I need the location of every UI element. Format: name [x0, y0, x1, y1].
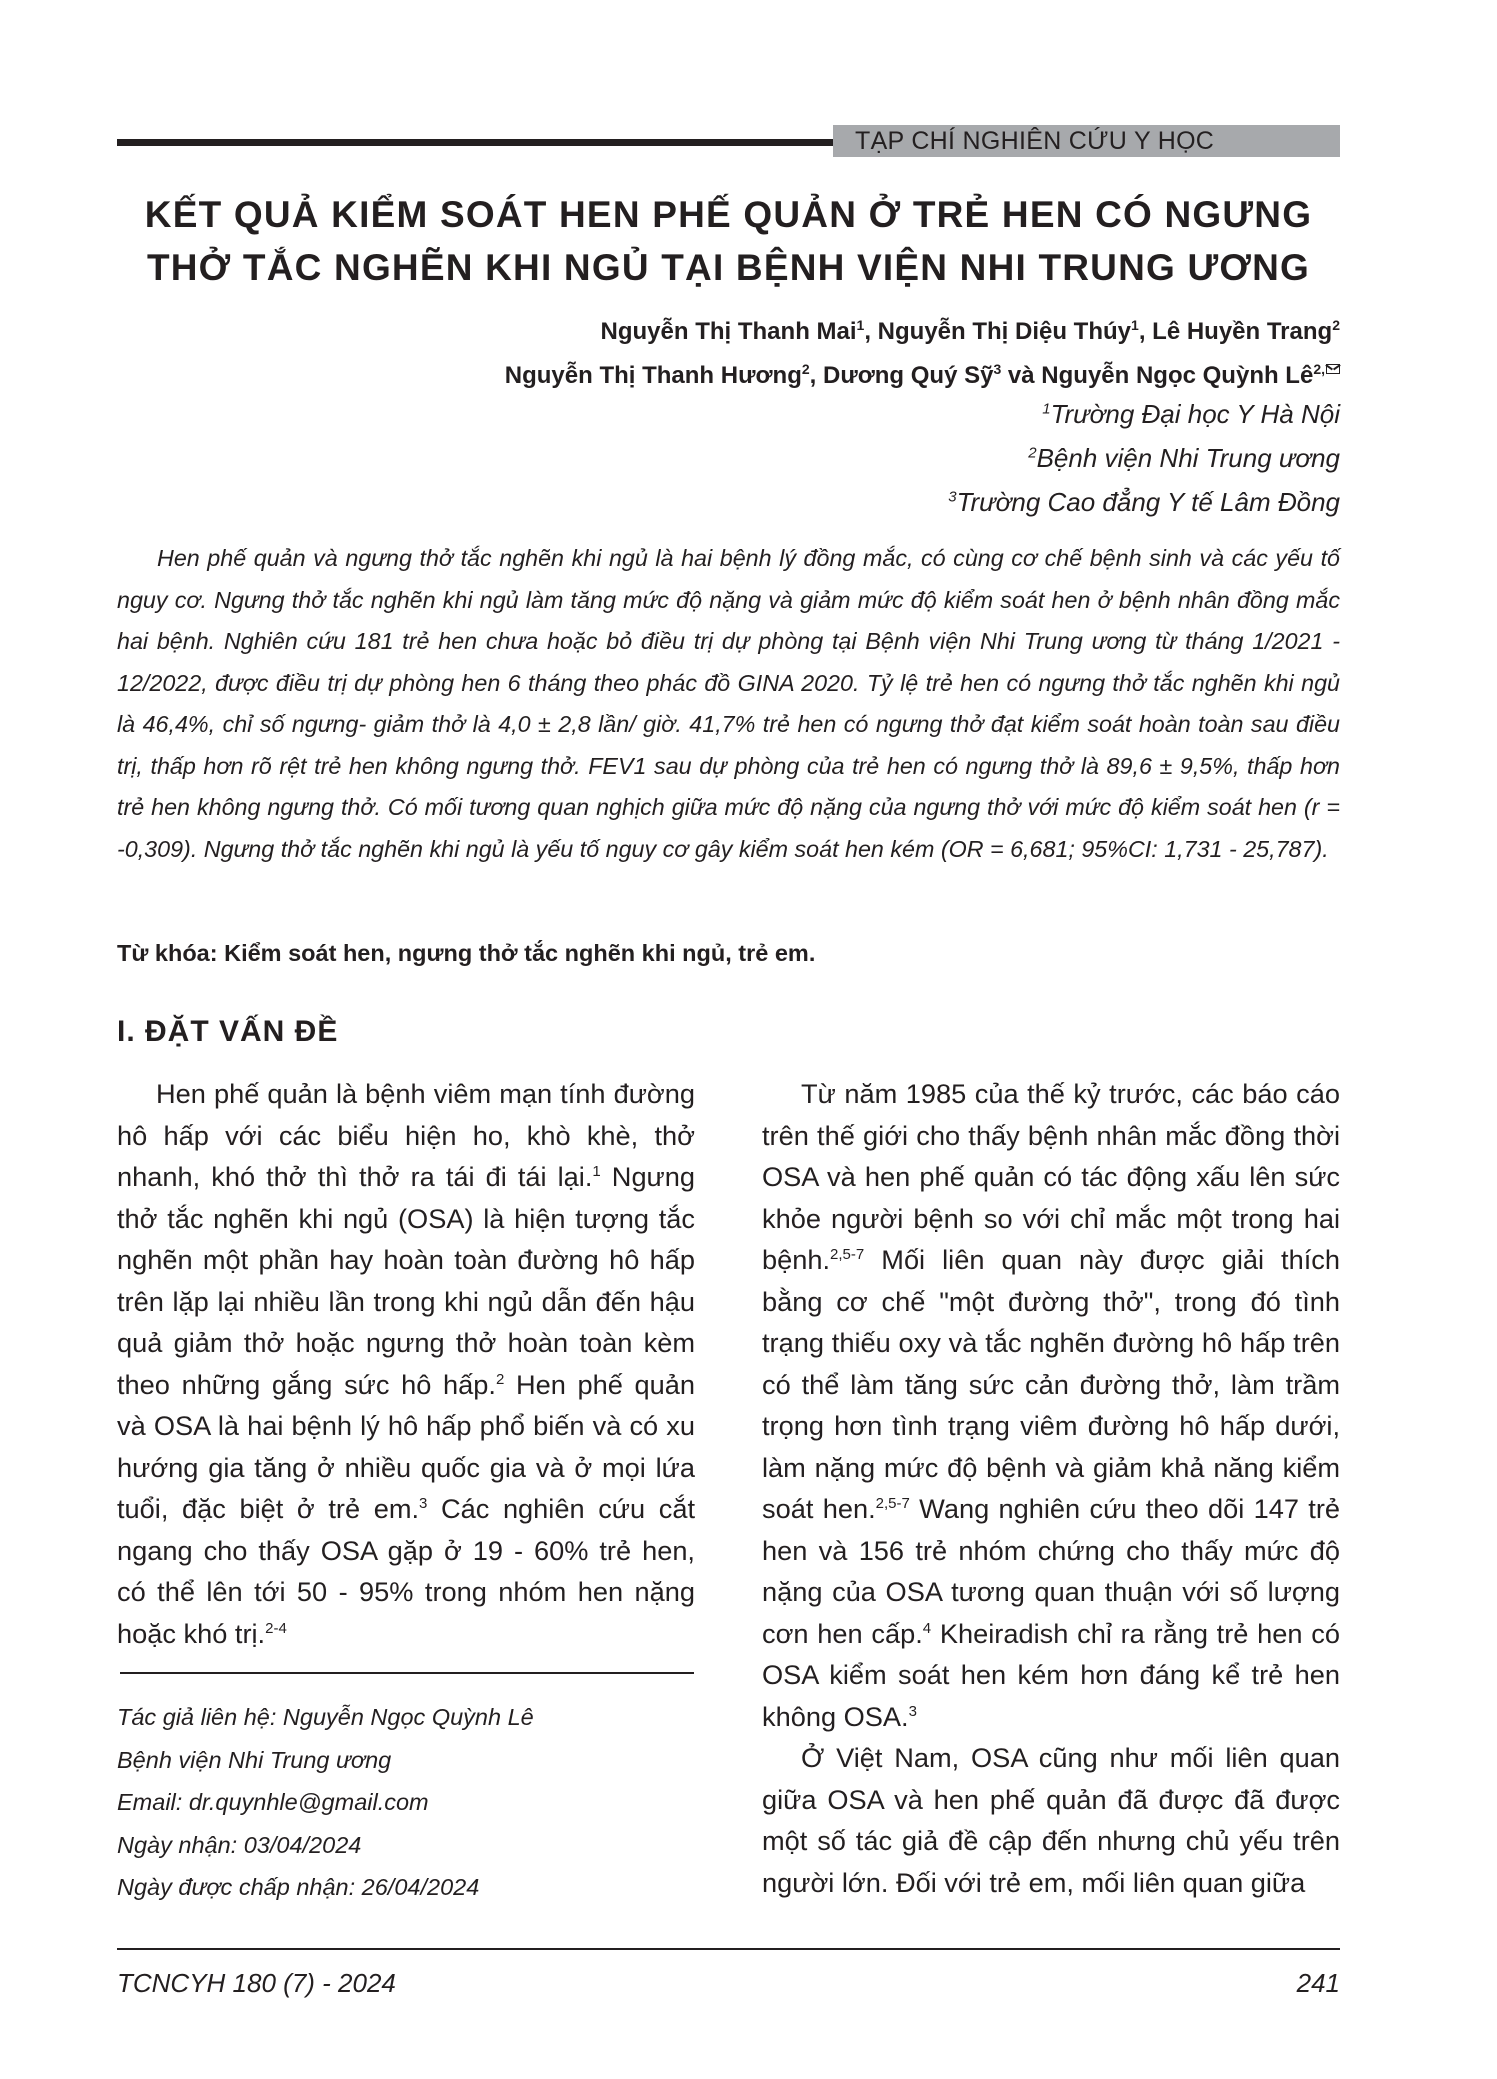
- citation-mark: 2: [495, 1370, 505, 1388]
- journal-citation: TCNCYH 180 (7) - 2024: [117, 1968, 396, 1998]
- corresponding-email: Email: dr.quynhle@gmail.com: [117, 1789, 429, 1815]
- author-name: Nguyễn Thị Thanh Hương: [504, 362, 802, 389]
- affiliation-item: $^1$Trường Đại học Y Hà Nội: [1042, 399, 1340, 429]
- affiliation-item: $^2$Bệnh viện Nhi Trung ương: [1028, 443, 1340, 473]
- date-received: Ngày nhận: 03/04/2024: [117, 1831, 362, 1858]
- author-list: [140, 310, 1340, 398]
- author-name: Dương Quý Sỹ: [823, 362, 994, 389]
- body-paragraph: Ở Việt Nam, OSA cũng như mối liên quan giữa OSA và hen phế quản đã được đã được một số tác giả đề cập đến nhưng chủ yếu trên người lớn. Đối với trẻ em, mối liên quan giữa: [762, 1742, 1340, 1898]
- author-affiliation-mark: 2: [1332, 317, 1340, 333]
- page-number: 241: [1296, 1968, 1340, 1998]
- body-paragraph: Hen phế quản là bệnh viêm mạn tính đường hô hấp với các biểu hiện ho, khò khè, thở nhanh, khó thở thì thở ra tái đi tái lại.$^1$ Ngưng thở tắc nghẽn khi ngủ (OSA) là hiện tượng tắc nghẽn một phần hay hoàn toàn đường hô hấp trên lặp lại nhiều lần trong khi ngủ dẫn đến hậu quả giảm thở hoặc ngưng thở hoàn toàn kèm theo những gắng sức hô hấp.$^2$ Hen phế quản và OSA là hai bệnh lý hô hấp phổ biến và có xu hướng gia tăng ở nhiều quốc gia và ở mọi lứa tuổi, đặc biệt ở trẻ em.$^3$ Các nghiên cứu cắt ngang cho thấy OSA gặp ở 19 - 60% trẻ hen, có thể lên tới 50 - 95% trong nhóm hen nặng hoặc khó trị.$^{2-4}$: [117, 1078, 696, 1649]
- article-title: [117, 188, 1340, 294]
- footnote: [117, 1696, 695, 1909]
- abstract: Hen phế quản và ngưng thở tắc nghẽn khi ngủ là hai bệnh lý đồng mắc, có cùng cơ chế bệnh sinh và các yếu tố nguy cơ. Ngưng thở tắc nghẽn khi ngủ làm tăng mức độ nặng và giảm mức độ kiểm soát hen ở bệnh nhân đồng mắc hai bệnh. Nghiên cứu 181 trẻ hen chưa hoặc bỏ điều trị dự phòng tại Bệnh viện Nhi Trung ương từ tháng 1/2021 - 12/2022, được điều trị dự phòng hen 6 tháng theo phác đồ GINA 2020. Tỷ lệ trẻ hen có ngưng thở tắc nghẽn khi ngủ là 46,4%, chỉ số ngưng- giảm thở là 4,0 ± 2,8 lần/ giờ. 41,7% trẻ hen có ngưng thở đạt kiểm soát hoàn toàn sau điều trị, thấp hơn rõ rệt trẻ hen không ngưng thở. FEV1 sau dự phòng của trẻ hen có ngưng thở là 89,6 ± 9,5%, thấp hơn trẻ hen không ngưng thở. Có mối tương quan nghịch giữa mức độ nặng của ngưng thở với mức độ kiểm soát hen (r = -0,309). Ngưng thở tắc nghẽn khi ngủ là yếu tố nguy cơ gây kiểm soát hen kém (OR = 6,681; 95%CI: 1,731 - 25,787).: [117, 545, 1340, 862]
- citation-mark: 1: [592, 1162, 601, 1180]
- author-affiliation-mark: 1: [856, 317, 865, 333]
- affiliation-item: $^3$Trường Cao đẳng Y tế Lâm Đồng: [948, 487, 1340, 517]
- citation-mark: 3: [908, 1702, 917, 1720]
- footnote-rule: [120, 1672, 694, 1674]
- author-name: Nguyễn Thị Thanh Mai: [600, 318, 857, 345]
- author-affiliation-mark: 2: [801, 361, 810, 377]
- affiliations: [540, 392, 1340, 524]
- author-line-1: Nguyễn Thị Thanh Mai$^1$, Nguyễn Thị Diệu Thúy$^1$, Lê Huyền Trang$^2$: [600, 317, 1340, 345]
- citation-mark: 4: [922, 1619, 932, 1637]
- citation-mark: 2-4: [265, 1619, 287, 1637]
- body-paragraph: Từ năm 1985 của thế kỷ trước, các báo cáo trên thế giới cho thấy bệnh nhân mắc đồng thời OSA và hen phế quản có tác động xấu lên sức khỏe người bệnh so với chỉ mắc một trong hai bệnh.$^{2,5-7}$ Mối liên quan này được giải thích bằng cơ chế "một đường thở", trong đó tình trạng thiếu oxy và tắc nghẽn đường hô hấp trên có thể làm tăng sức cản đường thở, làm trầm trọng hơn tình trạng viêm đường hô hấp dưới, làm nặng mức độ bệnh và giảm khả năng kiểm soát hen.$^{2,5-7}$ Wang nghiên cứu theo dõi 147 trẻ hen và 156 trẻ nhóm chứng cho thấy mức độ nặng của OSA tương quan thuận với số lượng cơn hen cấp.$^4$ Kheiradish chỉ ra rằng trẻ hen có OSA kiểm soát hen kém hơn đáng kể trẻ hen không OSA.$^3$: [762, 1078, 1341, 1732]
- author-affiliation-mark: 1: [1131, 317, 1139, 333]
- title-line-2: THỞ TẮC NGHẼN KHI NGỦ TẠI BỆNH VIỆN NHI TRUNG ƯƠNG: [146, 247, 1311, 288]
- author-affiliation-mark: 2,: [1313, 361, 1325, 377]
- title-line-1: KẾT QUẢ KIỂM SOÁT HEN PHẾ QUẢN Ở TRẺ HEN CÓ NGƯNG: [144, 194, 1313, 235]
- author-name: Nguyễn Thị Diệu Thúy: [877, 318, 1132, 345]
- right-column: [762, 1073, 1340, 1903]
- header-rule: [117, 139, 833, 146]
- footer-rule: [117, 1948, 1340, 1950]
- author-name: Lê Huyền Trang: [1152, 318, 1333, 345]
- keywords: Từ khóa: Kiểm soát hen, ngưng thở tắc nghẽn khi ngủ, trẻ em.: [117, 940, 816, 966]
- left-column: [117, 1073, 695, 1654]
- author-affiliation-mark: 3: [993, 361, 1002, 377]
- citation-mark: 2,5-7: [830, 1245, 865, 1263]
- author-and: và: [1001, 362, 1042, 389]
- author-line-2: Nguyễn Thị Thanh Hương$^2$, Dương Quý Sỹ$^3$ và Nguyễn Ngọc Quỳnh $Lê^{2,}$: [140, 354, 1340, 398]
- date-accepted: Ngày được chấp nhận: 26/04/2024: [117, 1874, 480, 1900]
- citation-mark: 3: [419, 1494, 428, 1512]
- corresponding-institution: Bệnh viện Nhi Trung ương: [117, 1746, 392, 1773]
- envelope-icon: [1326, 364, 1340, 374]
- author-name: Nguyễn Ngọc Quỳnh Lê: [1041, 362, 1314, 389]
- section-heading: I. ĐẶT VẤN ĐỀ: [117, 1015, 339, 1048]
- citation-mark: 2,5-7: [875, 1494, 910, 1512]
- journal-name: TẠP CHÍ NGHIÊN CỨU Y HỌC: [833, 125, 1340, 157]
- corresponding-author: Tác giả liên hệ: Nguyễn Ngọc Quỳnh Lê: [117, 1704, 534, 1730]
